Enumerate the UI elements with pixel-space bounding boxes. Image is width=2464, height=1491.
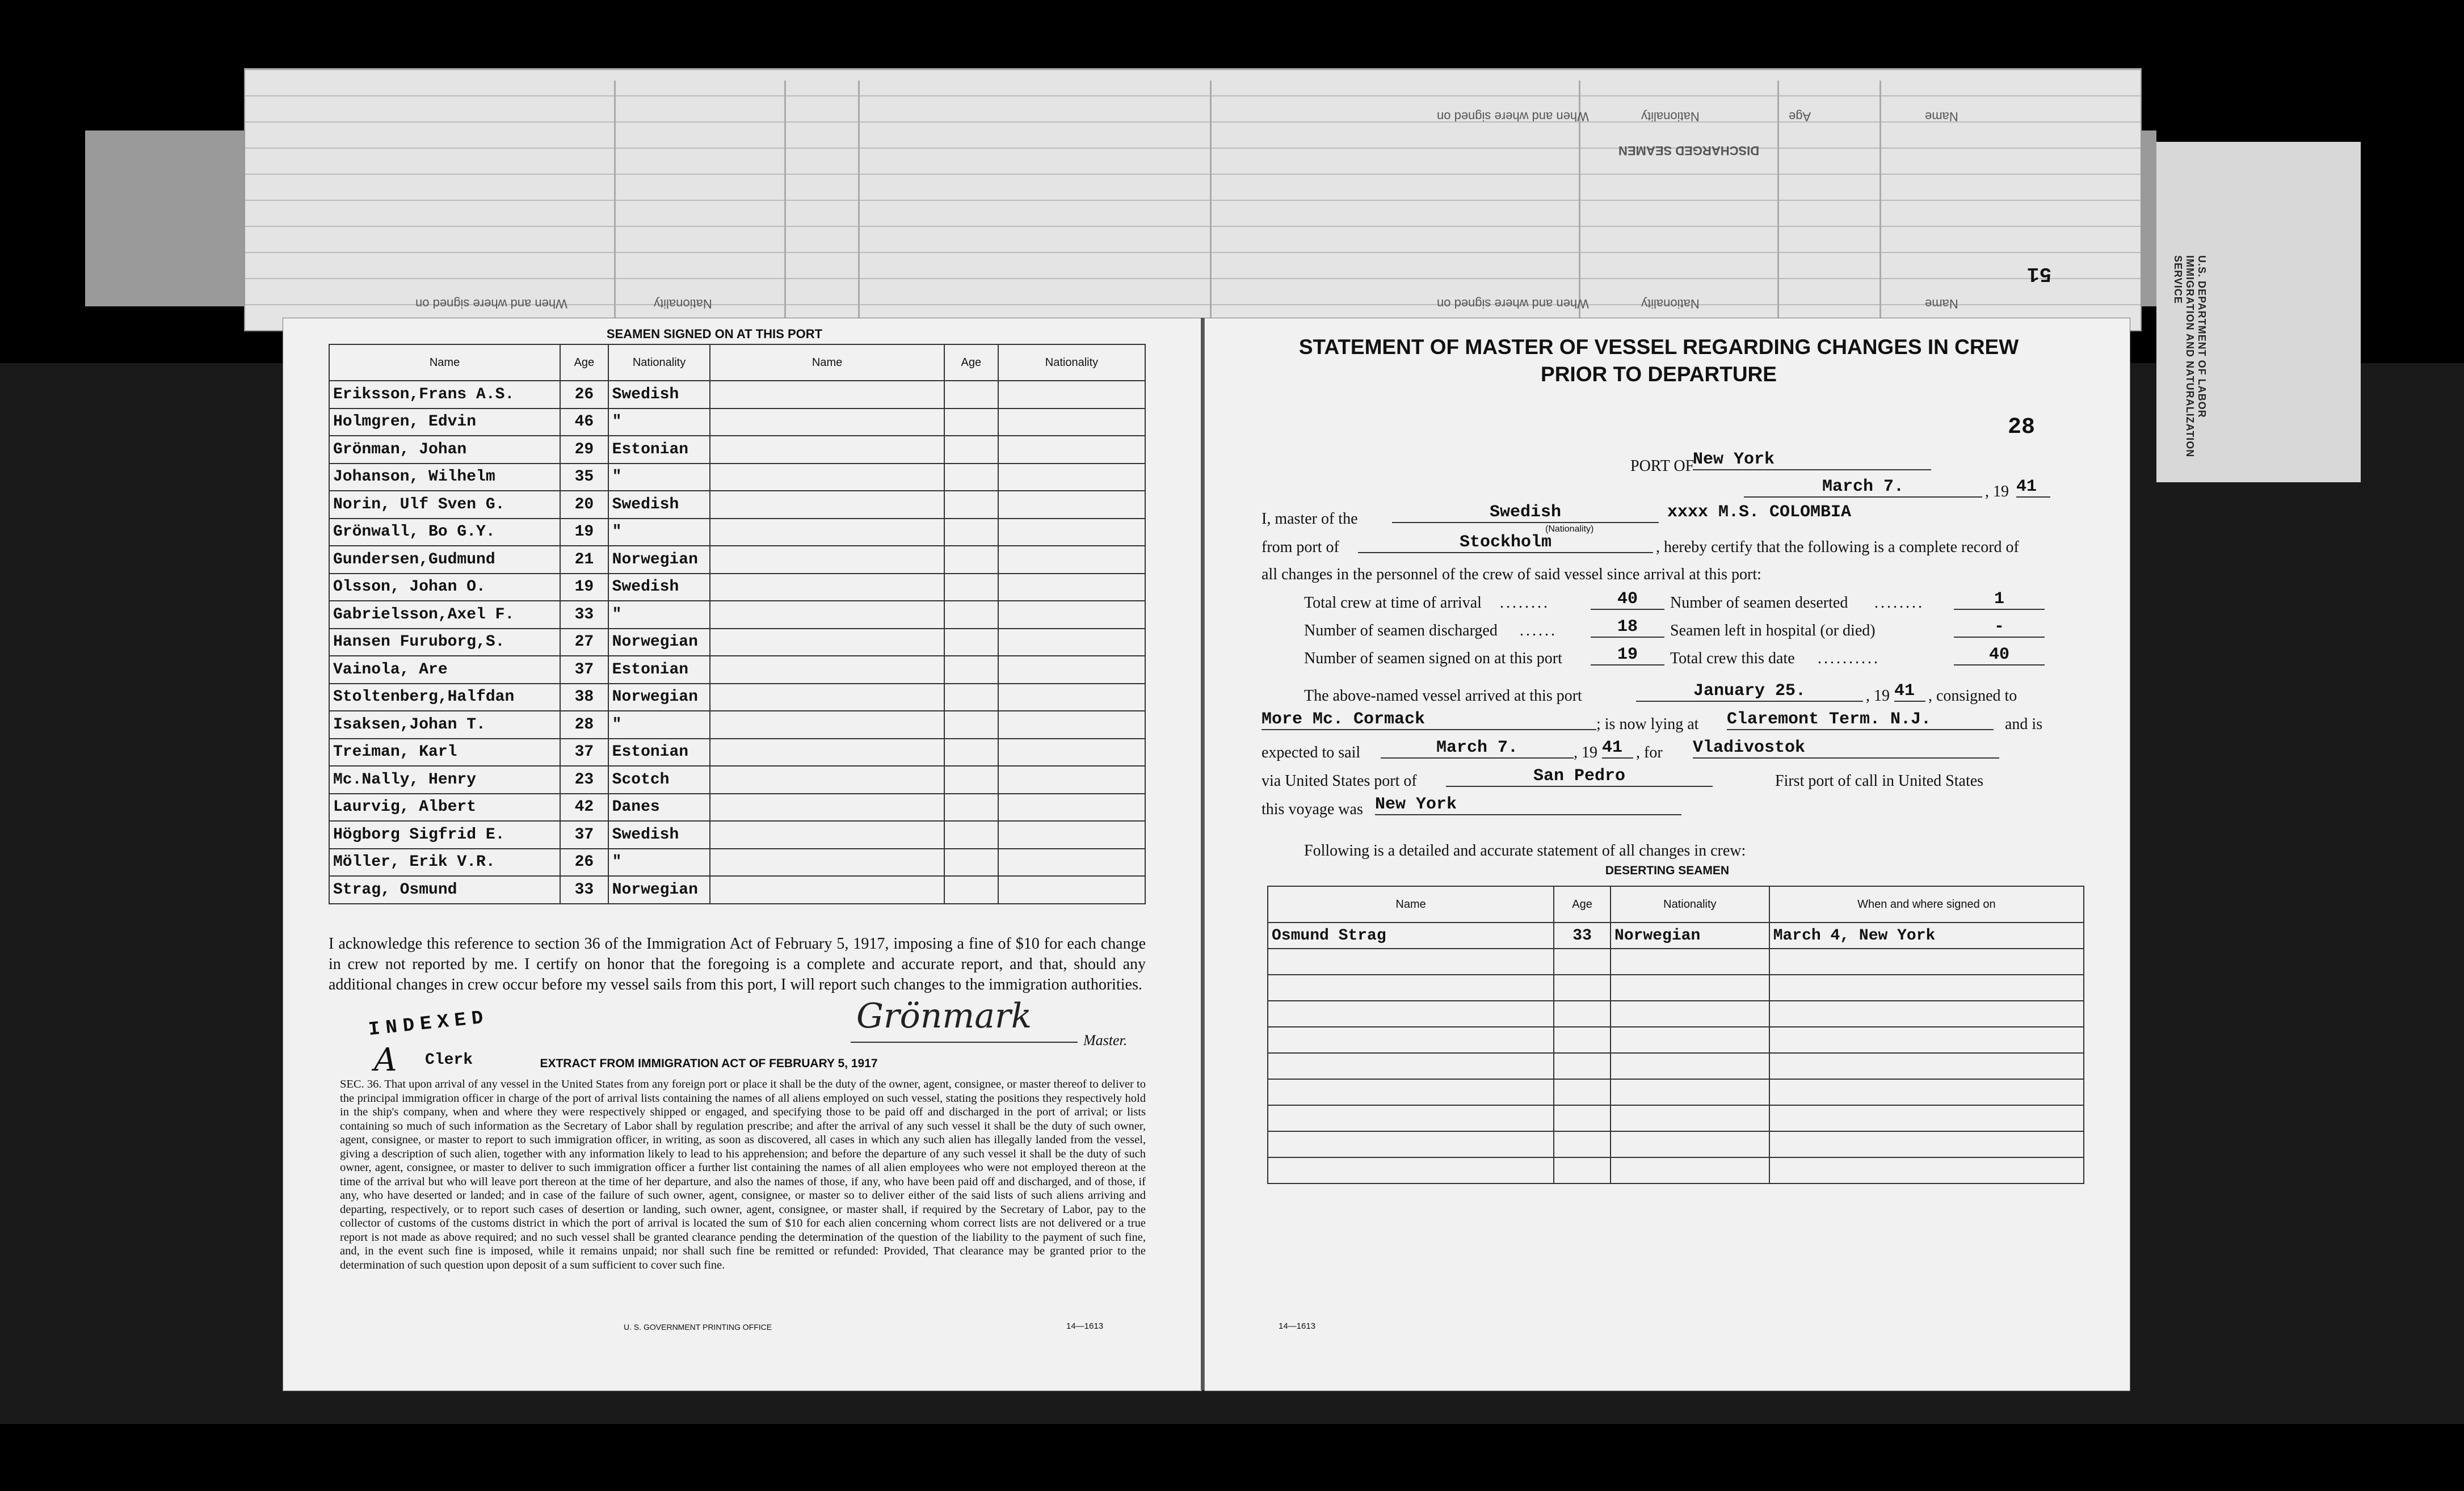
empty-cell — [944, 794, 998, 822]
crew-nationality: Swedish — [608, 381, 710, 408]
flap-age-header: Age — [1789, 109, 1811, 124]
empty-cell — [944, 574, 998, 601]
table-row — [1268, 1157, 2084, 1183]
form-subtitle: PRIOR TO DEPARTURE — [1541, 363, 1777, 386]
folded-flap — [244, 68, 2142, 331]
crew-age: 37 — [560, 656, 608, 684]
empty-cell — [944, 876, 998, 904]
header-name: Name — [329, 344, 560, 381]
empty-cell — [998, 876, 1145, 904]
deserter-age: 33 — [1554, 923, 1611, 949]
empty-cell — [1611, 1053, 1769, 1079]
empty-cell — [1769, 1053, 2084, 1079]
empty-cell — [944, 629, 998, 656]
crew-nationality: Norwegian — [608, 684, 710, 711]
flap-when-header: When and where signed on — [1437, 109, 1589, 124]
empty-cell — [1611, 1131, 1769, 1157]
crew-nationality: Estonian — [608, 656, 710, 684]
destination-value: Vladivostok — [1693, 738, 1999, 759]
empty-cell — [1268, 1079, 1554, 1105]
empty-cell — [1554, 1053, 1611, 1079]
empty-cell — [1268, 1027, 1554, 1053]
extract-text: SEC. 36. That upon arrival of any vessel in the United States from any foreign port or place it shall be the duty of the owner, agent, consignee, or master thereof to deliver to the principal immigration officer in charge of the port of arrival lists containing the names of all aliens employed on such vessel, stating the positions they respectively hold in the ship's company, when and where they were respectively shipped or engaged, and specifying those to be paid off and discharged in the port of arrival; or lists containing so much of such information as the Secretary of Labor shall by regulation prescribe; and after the arrival of any such vessel it shall be the duty of such owner, agent, consignee, or master to report to such immigration officer, in writing, as soon as discovered, all cases in which any such alien has illegally landed from the vessel, giving a description of such alien, together with any information likely to lead to his apprehension; and before the departure of any such vessel it shall be the duty of such owner, agent, consignee, or master to deliver to such immigration officer a further list containing the names of all alien employees who were not employed thereon at the time of the arrival but who will leave port thereon at the time of her departure, and also the names of those, if any, who have been paid off and discharged, and of those, if any, who have deserted or landed; and in case of the failure of such owner, agent, consignee, or master so to deliver either of the said lists of such aliens arriving and departing, respectively, or to report such cases of desertion or landing, such owner, agent, consignee, or master shall, if required by the Secretary of Labor, pay to the collector of customs of the customs district in which the port of arrival is located the sum of $10 for each alien concerning whom correct lists are not delivered or a true report is not made as above required; and no such vessel shall be granted clearance pending the determination of the question of the liability to the payment of such fine, and, in the event such fine is imposed, while it remains unpaid; nor shall such fine be remitted or refunded: Provided, That clearance may be granted prior to the determination of such question upon deposit of a sum sufficient to cover such fine. — [340, 1078, 1146, 1271]
empty-cell — [1611, 949, 1769, 975]
arrived-label: The above-named vessel arrived at this port — [1304, 687, 1582, 705]
flap-column-line — [784, 81, 786, 325]
all-changes-text: all changes in the personnel of the crew of said vessel since arrival at this port: — [1262, 566, 1761, 583]
empty-cell — [710, 821, 944, 849]
right-page — [1204, 318, 2130, 1391]
total-crew-date-value: 40 — [1954, 645, 2045, 666]
hospital-value: - — [1954, 617, 2045, 638]
empty-cell — [998, 408, 1145, 436]
table-row — [329, 684, 1145, 711]
port-value: New York — [1693, 450, 1931, 470]
empty-cell — [944, 656, 998, 684]
crew-nationality: Swedish — [608, 574, 710, 601]
table-row — [329, 464, 1145, 491]
signed-on-label: Number of seamen signed on at this port — [1304, 650, 1562, 667]
signature-line — [851, 1042, 1078, 1043]
empty-cell — [710, 601, 944, 629]
empty-cell — [710, 876, 944, 904]
vessel-name: M.S. COLOMBIA — [1718, 503, 1852, 522]
side-strip-text: U.S. DEPARTMENT OF LABOR IMMIGRATION AND NATURALIZATION SERVICE — [2172, 255, 2207, 458]
empty-cell — [1554, 1079, 1611, 1105]
desert-header-name: Name — [1268, 886, 1554, 923]
first-port-label: First port of call in United States — [1775, 772, 1984, 790]
master-of-label: I, master of the — [1262, 510, 1358, 528]
empty-cell — [998, 601, 1145, 629]
flap-nationality-header: Nationality — [654, 297, 712, 311]
table-row — [329, 408, 1145, 436]
signed-on-table — [329, 344, 1146, 904]
table-row — [329, 794, 1145, 822]
nationality-value: Swedish — [1392, 503, 1659, 523]
from-port-value: Stockholm — [1358, 533, 1653, 553]
header-age: Age — [944, 344, 998, 381]
table-row — [329, 381, 1145, 408]
for-label: , for — [1636, 744, 1663, 761]
empty-cell — [1268, 949, 1554, 975]
flap-sheet-number: 51 — [2027, 262, 2052, 285]
crew-name: Högborg Sigfrid E. — [329, 821, 560, 849]
table-row — [329, 546, 1145, 574]
flap-column-line — [1777, 81, 1779, 325]
empty-cell — [998, 629, 1145, 656]
empty-cell — [1611, 1105, 1769, 1131]
header-age: Age — [560, 344, 608, 381]
via-port-value: San Pedro — [1446, 766, 1713, 787]
clerk-initial: A — [374, 1042, 397, 1079]
crew-nationality: Swedish — [608, 491, 710, 519]
port-label: PORT OF — [1630, 457, 1694, 475]
table-row — [329, 711, 1145, 739]
flap-when-header: When and where signed on — [1437, 297, 1589, 311]
empty-cell — [998, 381, 1145, 408]
empty-cell — [998, 546, 1145, 574]
crew-nationality: Swedish — [608, 821, 710, 849]
table-row — [1268, 1053, 2084, 1079]
empty-cell — [1769, 975, 2084, 1001]
header-nationality: Nationality — [998, 344, 1145, 381]
via-label: via United States port of — [1262, 772, 1417, 790]
empty-cell — [1554, 1157, 1611, 1183]
total-crew-date-label: Total crew this date — [1670, 650, 1795, 667]
flap-nationality-header: Nationality — [1641, 297, 1700, 311]
crew-name: Norin, Ulf Sven G. — [329, 491, 560, 519]
crew-age: 26 — [560, 381, 608, 408]
crew-age: 33 — [560, 876, 608, 904]
table-row — [329, 601, 1145, 629]
header-nationality: Nationality — [608, 344, 710, 381]
empty-cell — [998, 794, 1145, 822]
form-title: STATEMENT OF MASTER OF VESSEL REGARDING CHANGES IN CREW — [1298, 335, 2019, 359]
crew-name: Grönman, Johan — [329, 436, 560, 464]
empty-cell — [1554, 1001, 1611, 1027]
empty-cell — [710, 739, 944, 766]
crew-age: 19 — [560, 574, 608, 601]
table-row — [329, 849, 1145, 877]
empty-cell — [1268, 975, 1554, 1001]
empty-cell — [944, 711, 998, 739]
crew-nationality: Norwegian — [608, 629, 710, 656]
empty-cell — [710, 849, 944, 877]
crew-age: 42 — [560, 794, 608, 822]
empty-cell — [1611, 1157, 1769, 1183]
empty-cell — [1268, 1001, 1554, 1027]
empty-cell — [998, 849, 1145, 877]
table-row — [329, 876, 1145, 904]
table-row — [1268, 1105, 2084, 1131]
dot-leader: ........ — [1500, 594, 1550, 612]
signed-on-value: 19 — [1591, 645, 1664, 666]
empty-cell — [710, 436, 944, 464]
crew-nationality: Estonian — [608, 436, 710, 464]
crew-nationality: " — [608, 711, 710, 739]
page-number: 28 — [2008, 415, 2036, 440]
hospital-label: Seamen left in hospital (or died) — [1670, 622, 1876, 639]
right-form-number: 14—1613 — [1279, 1321, 1316, 1331]
crew-name: Stoltenberg,Halfdan — [329, 684, 560, 711]
crew-age: 38 — [560, 684, 608, 711]
table-row — [329, 519, 1145, 546]
desert-header-when: When and where signed on — [1769, 886, 2084, 923]
expected-label: expected to sail — [1262, 744, 1361, 761]
empty-cell — [1769, 1079, 2084, 1105]
consignee-value: More Mc. Cormack — [1262, 710, 1596, 730]
empty-cell — [998, 684, 1145, 711]
empty-cell — [710, 381, 944, 408]
empty-cell — [1268, 1105, 1554, 1131]
table-row — [329, 766, 1145, 794]
crew-age: 21 — [560, 546, 608, 574]
following-text: Following is a detailed and accurate statement of all changes in crew: — [1304, 842, 1746, 860]
crew-age: 27 — [560, 629, 608, 656]
crew-age: 37 — [560, 821, 608, 849]
crew-nationality: Estonian — [608, 739, 710, 766]
crew-nationality: " — [608, 464, 710, 491]
left-page — [283, 318, 1202, 1391]
flap-column-line — [1210, 81, 1212, 325]
empty-cell — [998, 519, 1145, 546]
crew-nationality: Scotch — [608, 766, 710, 794]
sail-year-prefix: , 19 — [1574, 744, 1597, 761]
crew-nationality: " — [608, 408, 710, 436]
lying-label: ; is now lying at — [1596, 715, 1699, 733]
sail-year-value: 41 — [1602, 738, 1633, 759]
empty-cell — [710, 684, 944, 711]
crew-name: Holmgren, Edvin — [329, 408, 560, 436]
table-header-row — [329, 344, 1145, 381]
empty-cell — [944, 381, 998, 408]
empty-cell — [1769, 949, 2084, 975]
empty-cell — [944, 491, 998, 519]
date-value: March 7. — [1744, 477, 1982, 498]
desert-header-nationality: Nationality — [1611, 886, 1769, 923]
crew-nationality: " — [608, 849, 710, 877]
crew-name: Eriksson,Frans A.S. — [329, 381, 560, 408]
voyage-label: this voyage was — [1262, 801, 1363, 818]
table-row — [329, 436, 1145, 464]
deserter-nationality: Norwegian — [1611, 923, 1769, 949]
crew-nationality: Norwegian — [608, 546, 710, 574]
flap-name-header: Name — [1925, 297, 1958, 311]
empty-cell — [710, 794, 944, 822]
master-label: Master. — [1083, 1032, 1128, 1048]
empty-cell — [944, 601, 998, 629]
empty-cell — [1769, 1027, 2084, 1053]
empty-cell — [1554, 949, 1611, 975]
empty-cell — [944, 519, 998, 546]
empty-cell — [710, 464, 944, 491]
empty-cell — [944, 684, 998, 711]
empty-cell — [944, 849, 998, 877]
total-crew-arrival-value: 40 — [1591, 589, 1664, 610]
empty-cell — [710, 519, 944, 546]
empty-cell — [710, 491, 944, 519]
crew-name: Mc.Nally, Henry — [329, 766, 560, 794]
empty-cell — [998, 574, 1145, 601]
empty-cell — [1769, 1001, 2084, 1027]
crew-age: 19 — [560, 519, 608, 546]
table-row — [329, 629, 1145, 656]
acknowledgement-text: I acknowledge this reference to section 36 of the Immigration Act of February 5, 1917, imposing a fine of $10 for each change in crew not reported by me. I certify on honor that the foregoing is a complete and accurate report, and that, should any additional changes in crew occur before my vessel sails from this port, I will report such changes to the immigration authorities. — [329, 935, 1146, 993]
empty-cell — [944, 408, 998, 436]
crew-name: Gabrielsson,Axel F. — [329, 601, 560, 629]
empty-cell — [1611, 1027, 1769, 1053]
arrived-year-value: 41 — [1894, 681, 1925, 702]
empty-cell — [710, 546, 944, 574]
first-port-value: New York — [1375, 795, 1681, 815]
nationality-caption: (Nationality) — [1545, 524, 1594, 534]
indexed-stamp: INDEXED — [367, 1006, 490, 1042]
empty-cell — [998, 436, 1145, 464]
crew-name: Isaksen,Johan T. — [329, 711, 560, 739]
flap-nationality-header: Nationality — [1641, 109, 1700, 124]
desert-header-age: Age — [1554, 886, 1611, 923]
empty-cell — [1769, 1157, 2084, 1183]
empty-cell — [1611, 975, 1769, 1001]
empty-cell — [944, 464, 998, 491]
empty-cell — [998, 821, 1145, 849]
crew-age: 26 — [560, 849, 608, 877]
empty-cell — [710, 574, 944, 601]
flap-column-line — [614, 81, 616, 325]
crew-age: 35 — [560, 464, 608, 491]
crew-name: Vainola, Are — [329, 656, 560, 684]
arrived-year-prefix: , 19 — [1866, 687, 1890, 705]
table-row — [329, 491, 1145, 519]
empty-cell — [1554, 975, 1611, 1001]
empty-cell — [944, 546, 998, 574]
empty-cell — [710, 408, 944, 436]
table-row — [329, 821, 1145, 849]
flap-name-header: Name — [1925, 109, 1958, 124]
crew-name: Gundersen,Gudmund — [329, 546, 560, 574]
empty-cell — [1268, 1131, 1554, 1157]
empty-cell — [998, 656, 1145, 684]
dot-leader: ........ — [1874, 594, 1924, 612]
crew-name: Strag, Osmund — [329, 876, 560, 904]
crew-age: 28 — [560, 711, 608, 739]
table-row — [1268, 975, 2084, 1001]
empty-cell — [1611, 1001, 1769, 1027]
header-name: Name — [710, 344, 944, 381]
vessel-prefix: xxxx — [1667, 503, 1709, 522]
total-crew-arrival-label: Total crew at time of arrival — [1304, 594, 1482, 612]
empty-cell — [998, 491, 1145, 519]
table-row — [1268, 1131, 2084, 1157]
empty-cell — [998, 766, 1145, 794]
lying-value: Claremont Term. N.J. — [1727, 710, 1994, 730]
empty-cell — [998, 711, 1145, 739]
empty-cell — [1769, 1105, 2084, 1131]
empty-cell — [944, 436, 998, 464]
flap-when-header: When and where signed on — [415, 297, 567, 311]
deserted-label: Number of seamen deserted — [1670, 594, 1848, 612]
deserting-table — [1267, 886, 2084, 1184]
empty-cell — [998, 739, 1145, 766]
empty-cell — [1554, 1131, 1611, 1157]
crew-age: 29 — [560, 436, 608, 464]
empty-cell — [1554, 1105, 1611, 1131]
empty-cell — [1611, 1079, 1769, 1105]
printing-office: U. S. GOVERNMENT PRINTING OFFICE — [624, 1322, 772, 1332]
dot-leader: ...... — [1520, 622, 1557, 639]
deserter-name: Osmund Strag — [1268, 923, 1554, 949]
crew-name: Treiman, Karl — [329, 739, 560, 766]
table-row — [1268, 1001, 2084, 1027]
from-port-label: from port of — [1262, 538, 1339, 556]
table-row — [1268, 923, 2084, 949]
crew-name: Johanson, Wilhelm — [329, 464, 560, 491]
sail-date-value: March 7. — [1381, 738, 1574, 759]
crew-nationality: Danes — [608, 794, 710, 822]
crew-age: 46 — [560, 408, 608, 436]
table-row — [329, 656, 1145, 684]
clerk-label: Clerk — [425, 1051, 473, 1069]
empty-cell — [710, 656, 944, 684]
empty-cell — [998, 464, 1145, 491]
dot-leader: .......... — [1818, 650, 1880, 667]
empty-cell — [1554, 1027, 1611, 1053]
crew-age: 23 — [560, 766, 608, 794]
empty-cell — [1268, 1053, 1554, 1079]
consigned-label: , consigned to — [1928, 687, 2017, 705]
empty-cell — [1769, 1131, 2084, 1157]
flap-title: DISCHARGED SEAMEN — [1618, 144, 1760, 158]
crew-name: Hansen Furuborg,S. — [329, 629, 560, 656]
empty-cell — [1268, 1157, 1554, 1183]
extract-title: EXTRACT FROM IMMIGRATION ACT OF FEBRUARY 5, 1917 — [540, 1057, 878, 1070]
deserting-title: DESERTING SEAMEN — [1605, 864, 1730, 877]
crew-age: 20 — [560, 491, 608, 519]
empty-cell — [710, 629, 944, 656]
crew-name: Olsson, Johan O. — [329, 574, 560, 601]
crew-age: 37 — [560, 739, 608, 766]
left-form-number: 14—1613 — [1066, 1321, 1104, 1331]
certify-text: , hereby certify that the following is a complete record of — [1656, 538, 2019, 556]
empty-cell — [710, 711, 944, 739]
desert-header-row — [1268, 886, 2084, 923]
flap-column-line — [858, 81, 860, 325]
discharged-value: 18 — [1591, 617, 1664, 638]
flap-column-line — [1879, 81, 1881, 325]
crew-nationality: Norwegian — [608, 876, 710, 904]
year-prefix: , 19 — [1985, 483, 2009, 500]
table-row — [1268, 1079, 2084, 1105]
arrived-date-value: January 25. — [1636, 681, 1863, 702]
table-row — [1268, 949, 2084, 975]
crew-name: Grönwall, Bo G.Y. — [329, 519, 560, 546]
deserter-when: March 4, New York — [1769, 923, 2084, 949]
table-row — [1268, 1027, 2084, 1053]
deserted-value: 1 — [1954, 589, 2045, 610]
empty-cell — [710, 766, 944, 794]
crew-age: 33 — [560, 601, 608, 629]
empty-cell — [944, 766, 998, 794]
discharged-label: Number of seamen discharged — [1304, 622, 1498, 639]
signed-on-title: SEAMEN SIGNED ON AT THIS PORT — [606, 327, 823, 341]
crew-name: Möller, Erik V.R. — [329, 849, 560, 877]
empty-cell — [944, 739, 998, 766]
master-signature: Grönmark — [856, 996, 1032, 1036]
crew-nationality: " — [608, 519, 710, 546]
empty-cell — [944, 821, 998, 849]
year-value: 41 — [2016, 477, 2050, 498]
crew-name: Laurvig, Albert — [329, 794, 560, 822]
table-row — [329, 574, 1145, 601]
table-row — [329, 739, 1145, 766]
crew-nationality: " — [608, 601, 710, 629]
and-is-label: and is — [2005, 715, 2043, 733]
